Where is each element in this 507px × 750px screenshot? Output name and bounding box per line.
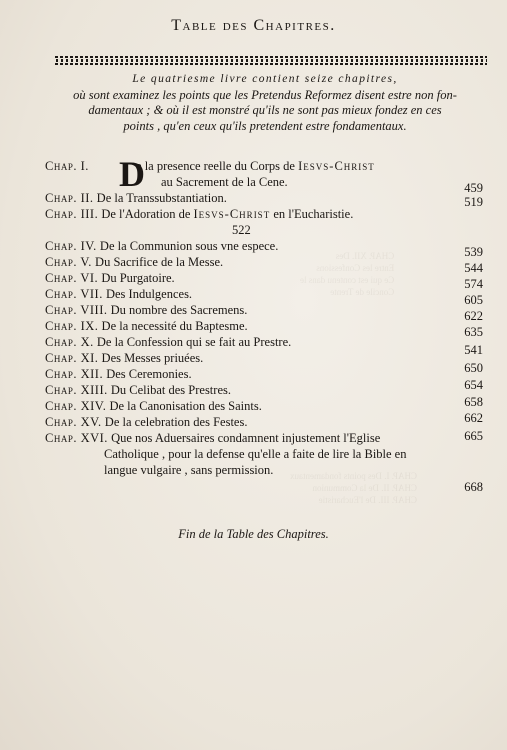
- chapter-entry-1: [45, 158, 483, 174]
- intro-line-1: Le quatriesme livre contient seize chapitres,: [132, 73, 398, 85]
- chapter-title: Du Celibat des Prestres.: [110, 383, 231, 397]
- chapter-title-smallcaps: Iesvs-Christ: [298, 159, 375, 173]
- chapter-page: 635: [464, 325, 483, 339]
- chapter-title: De la celebration des Festes.: [104, 415, 248, 429]
- ornamental-rule: [55, 56, 487, 65]
- table-end-note: Fin de la Table des Chapitres.: [178, 527, 329, 541]
- chapter-page: 544: [464, 261, 483, 275]
- chapter-title: De l'Adoration de: [101, 207, 191, 221]
- chapter-label: Chap. V.: [45, 255, 92, 269]
- chapter-title: Du Sacrifice de la Messe.: [95, 255, 224, 269]
- chapter-page: 605: [464, 293, 483, 307]
- chapter-label: Chap. VI.: [45, 271, 99, 285]
- chapter-entry-2: [45, 190, 483, 209]
- chapter-title-end: en l'Eucharistie.: [273, 207, 354, 221]
- chapter-label: Chap. I.: [45, 159, 89, 173]
- bleed-through-text-lower: CHAP. I. Des points fondamentaux CHAP. II. De la Communion CHAP. III. De l'Eucharistie: [290, 471, 417, 505]
- chapter-page: 541: [464, 343, 483, 357]
- chapter-page: 668: [464, 480, 483, 494]
- chapter-label: Chap. II.: [45, 191, 94, 205]
- chapter-page: 662: [464, 411, 483, 425]
- chapter-label: Chap. III.: [45, 207, 99, 221]
- chapter-entry-3: [45, 206, 483, 222]
- chapter-title: e la presence reelle du Corps de: [136, 159, 295, 173]
- chapter-title: De la Canonisation des Saints.: [109, 399, 262, 413]
- chapter-title-continuation: au Sacrement de la Cene.: [161, 175, 288, 189]
- chapter-title: De la Confession qui se fait au Prestre.: [96, 335, 292, 349]
- chapter-page: 650: [464, 361, 483, 375]
- chapter-label: Chap. XVI.: [45, 431, 108, 445]
- chapter-entry-9: [45, 318, 483, 339]
- chapter-title: De la necessité du Baptesme.: [101, 319, 248, 333]
- intro-line-3: damentaux ; & où il est monstré qu'ils ne sont pas mieux fondez en ces: [88, 103, 442, 117]
- chapter-title: Des Indulgences.: [105, 287, 193, 301]
- chapter-label: Chap. VII.: [45, 287, 103, 301]
- chapter-title: Que nos Aduersaires condamnent injustement l'Eglise: [111, 431, 381, 445]
- intro-line-2: où sont examinez les points que les Pretendus Reformez disent estre non fon-: [73, 87, 457, 102]
- chapter-label: Chap. XII.: [45, 367, 104, 381]
- chapter-title: Des Messes priuées.: [101, 351, 204, 365]
- chapter-title-continuation: Catholique , pour la defense qu'elle a faite de lire la Bible en: [104, 447, 407, 461]
- chapter-title: De la Communion sous vne espece.: [99, 239, 279, 253]
- chapter-title: Des Ceremonies.: [106, 367, 192, 381]
- chapter-page: 522: [232, 223, 251, 237]
- chapter-page: 658: [464, 395, 483, 409]
- chapter-label: Chap. VIII.: [45, 303, 108, 317]
- chapter-page: 574: [464, 277, 483, 291]
- chapter-entry-10: [45, 334, 483, 357]
- bleed-through-text: CHAP. XII. Des Entre les Confessions Ce qui est contenu dans le Concile de Trente: [300, 251, 395, 297]
- chapter-title: Du nombre des Sacremens.: [110, 303, 248, 317]
- book-intro: [45, 72, 485, 134]
- chapter-entry-8: [45, 302, 483, 323]
- chapter-page: 665: [464, 429, 483, 443]
- chapter-label: Chap. XIV.: [45, 399, 107, 413]
- chapter-entry-6: [45, 270, 483, 291]
- chapter-entry-4: [45, 238, 483, 259]
- chapter-entry-5: [45, 254, 483, 275]
- chapter-page: 519: [464, 195, 483, 209]
- chapter-page: 654: [464, 378, 483, 392]
- chapter-page: 459: [464, 181, 483, 195]
- chapter-page: 539: [464, 245, 483, 259]
- chapter-page: 622: [464, 309, 483, 323]
- chapter-title-continuation: langue vulgaire , sans permission.: [104, 463, 274, 477]
- chapter-entry-7: [45, 286, 483, 307]
- intro-line-4: points , qu'en ceux qu'ils pretendent estre fondamentaux.: [123, 118, 407, 133]
- drop-cap-initial: D: [119, 154, 145, 194]
- chapter-title-smallcaps: Iesvs-Christ: [193, 207, 271, 221]
- chapter-title: Du Purgatoire.: [101, 271, 175, 285]
- chapter-entry-16: [45, 430, 483, 446]
- chapter-title: De la Transsubstantiation.: [96, 191, 227, 205]
- chapter-label: Chap. IV.: [45, 239, 97, 253]
- page-header: Table des Chapitres.: [171, 17, 336, 34]
- chapter-label: Chap. X.: [45, 335, 94, 349]
- chapter-label: Chap. XV.: [45, 415, 102, 429]
- chapter-label: Chap. XI.: [45, 351, 99, 365]
- chapter-label: Chap. IX.: [45, 319, 99, 333]
- chapter-label: Chap. XIII.: [45, 383, 108, 397]
